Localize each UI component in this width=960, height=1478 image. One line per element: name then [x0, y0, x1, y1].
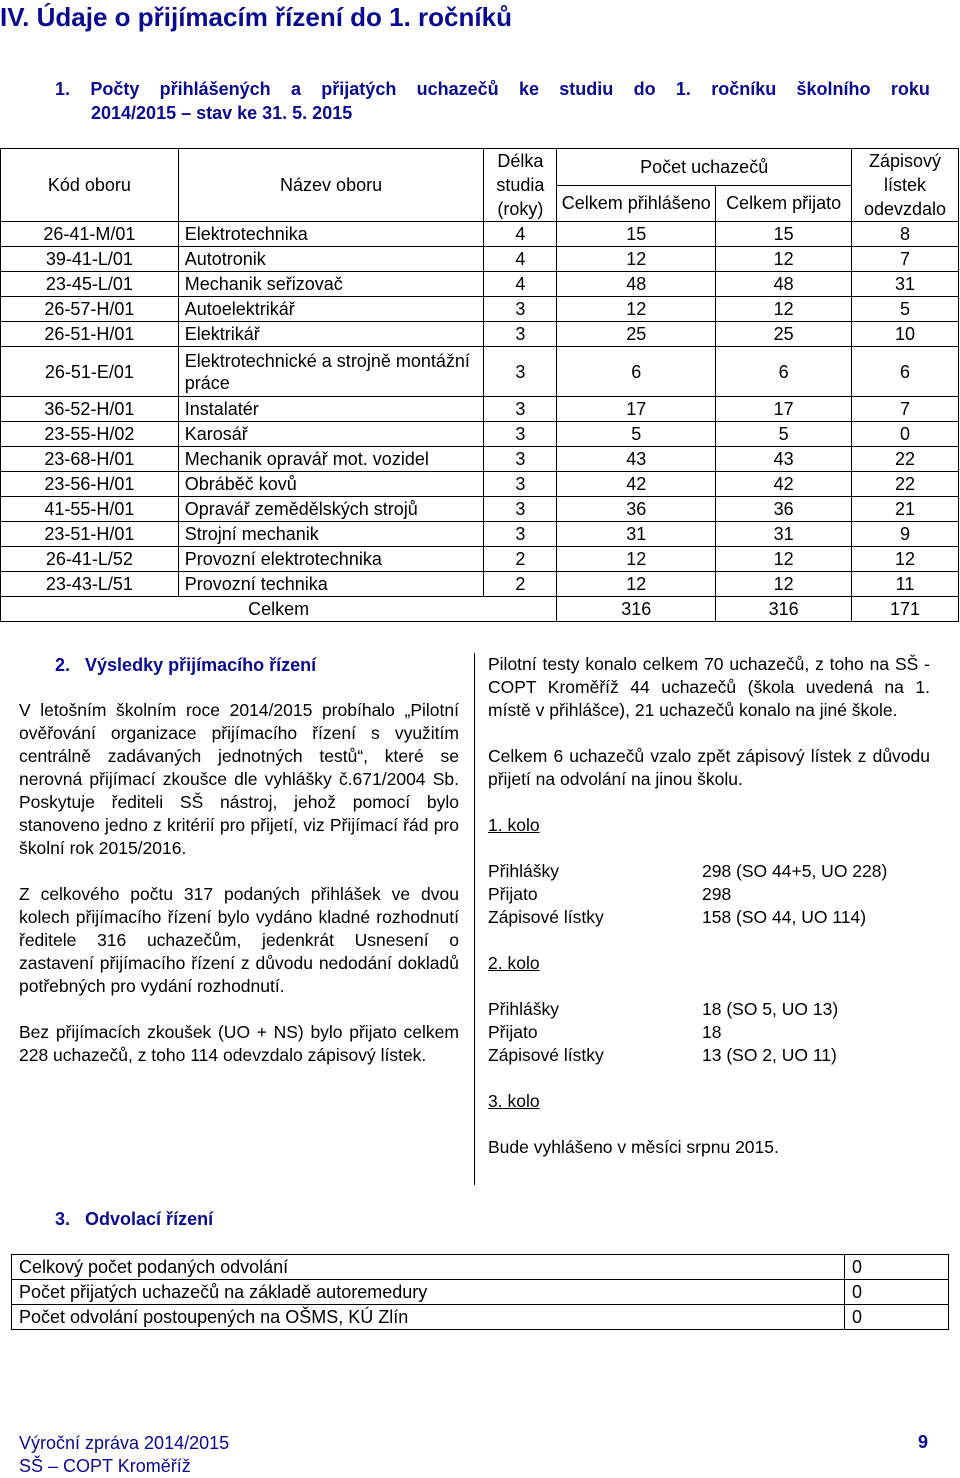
cell-length: 4 — [484, 222, 557, 247]
round-title: 2. kolo — [488, 953, 540, 973]
cell-enrolled: 8 — [852, 222, 959, 247]
cell-registered: 42 — [557, 472, 716, 497]
total-label: Celkem — [1, 597, 557, 622]
cell-enrolled: 5 — [852, 297, 959, 322]
cell-name: Karosář — [178, 422, 484, 447]
round-item — [488, 906, 930, 929]
cell-code: 23-56-H/01 — [1, 472, 179, 497]
round-item — [488, 883, 930, 906]
cell-code: 23-45-L/01 — [1, 272, 179, 297]
footer — [19, 1432, 229, 1478]
title-word: školního — [796, 79, 871, 99]
cell-length: 3 — [484, 322, 557, 347]
header-applicants: Počet uchazečů — [557, 149, 852, 186]
cell-registered: 12 — [557, 547, 716, 572]
cell-enrolled: 10 — [852, 322, 959, 347]
section2-number: 2. — [55, 655, 71, 675]
section3-title: Odvolací řízení — [85, 1209, 214, 1229]
round-item-value: 298 (SO 44+5, UO 228) — [702, 861, 888, 881]
section2-heading — [55, 653, 316, 677]
paragraph: V letošním školním roce 2014/2015 probíhalo „Pilotní ověřování organizace přijímacího řízení s využitím centrálně zadávaných jednotných testů“, které se nerovná přijímací zkoušce dle vyhlášky č.671/2004 Sb. Poskytuje řediteli SŠ nástroj, jehož pomocí bylo stanoveno jedno z kritérií pro přijetí, viz Přijímací řád pro školní rok 2015/2016. — [19, 700, 459, 858]
table-row — [1, 472, 959, 497]
section2-left-column — [19, 699, 459, 1090]
appeals-table — [11, 1254, 949, 1330]
cell-name: Mechanik seřizovač — [178, 272, 484, 297]
cell-registered: 48 — [557, 272, 716, 297]
header-name: Název oboru — [178, 149, 484, 222]
title-word: a — [290, 79, 301, 99]
table-row — [1, 447, 959, 472]
round-item-label: Zápisové lístky — [488, 1045, 604, 1065]
section3-heading — [55, 1207, 213, 1231]
cell-registered: 25 — [557, 322, 716, 347]
cell-registered: 12 — [557, 297, 716, 322]
cell-registered: 12 — [557, 572, 716, 597]
footer-report-title: Výroční zpráva 2014/2015 — [19, 1433, 230, 1453]
table-row — [1, 397, 959, 422]
title-word: do — [633, 79, 656, 99]
cell-code: 26-41-L/52 — [1, 547, 179, 572]
table-row — [1, 272, 959, 297]
cell-length: 4 — [484, 272, 557, 297]
cell-accepted: 31 — [716, 522, 852, 547]
round-item-label: Přijato — [488, 1022, 538, 1042]
round-title: 3. kolo — [488, 1091, 540, 1111]
appeal-label: Počet odvolání postoupených na OŠMS, KÚ Zlín — [12, 1305, 845, 1330]
table-row — [12, 1305, 949, 1330]
cell-registered: 43 — [557, 447, 716, 472]
cell-code: 23-51-H/01 — [1, 522, 179, 547]
title-word: ke — [518, 79, 539, 99]
cell-name: Autotronik — [178, 247, 484, 272]
round-item-label: Přijato — [488, 884, 538, 904]
title-word: ročníku — [711, 79, 777, 99]
cell-enrolled: 31 — [852, 272, 959, 297]
cell-accepted: 6 — [716, 347, 852, 397]
cell-name: Elektrotechnické a strojně montážní práce — [178, 347, 484, 397]
cell-accepted: 12 — [716, 297, 852, 322]
cell-length: 4 — [484, 247, 557, 272]
cell-enrolled: 9 — [852, 522, 959, 547]
table-row — [12, 1255, 949, 1280]
round-title: 1. kolo — [488, 815, 540, 835]
cell-code: 36-52-H/01 — [1, 397, 179, 422]
cell-enrolled: 21 — [852, 497, 959, 522]
cell-code: 23-43-L/51 — [1, 572, 179, 597]
cell-code: 23-68-H/01 — [1, 447, 179, 472]
cell-enrolled: 11 — [852, 572, 959, 597]
cell-length: 3 — [484, 297, 557, 322]
title-word: přihlášených — [159, 79, 271, 99]
round-item-value: 18 — [702, 1022, 722, 1042]
cell-name: Provozní elektrotechnika — [178, 547, 484, 572]
appeal-value: 0 — [845, 1255, 949, 1280]
header-accepted: Celkem přijato — [716, 185, 852, 222]
paragraph: Celkem 6 uchazečů vzalo zpět zápisový lístek z důvodu přijetí na odvolání na jinou školu. — [488, 746, 930, 789]
cell-accepted: 15 — [716, 222, 852, 247]
header-length: Délka studia (roky) — [484, 149, 557, 222]
table-row — [1, 547, 959, 572]
table-row — [1, 422, 959, 447]
cell-name: Provozní technika — [178, 572, 484, 597]
paragraph: Bez přijímacích zkoušek (UO + NS) bylo přijato celkem 228 uchazečů, z toho 114 odevzdalo zápisový lístek. — [19, 1022, 459, 1065]
page-number: 9 — [918, 1432, 929, 1452]
table-row — [12, 1280, 949, 1305]
title-word: Počty — [90, 79, 140, 99]
round-item-value: 13 (SO 2, UO 11) — [702, 1045, 837, 1065]
cell-length: 2 — [484, 547, 557, 572]
round-item — [488, 1044, 930, 1067]
cell-name: Autoelektrikář — [178, 297, 484, 322]
cell-accepted: 43 — [716, 447, 852, 472]
section1-title-line1 — [19, 77, 930, 101]
cell-registered: 36 — [557, 497, 716, 522]
cell-registered: 17 — [557, 397, 716, 422]
cell-code: 26-41-M/01 — [1, 222, 179, 247]
section2-title: Výsledky přijímacího řízení — [85, 655, 317, 675]
cell-code: 39-41-L/01 — [1, 247, 179, 272]
table-row — [1, 247, 959, 272]
cell-length: 3 — [484, 497, 557, 522]
appeal-value: 0 — [845, 1280, 949, 1305]
cell-enrolled: 22 — [852, 447, 959, 472]
section1-number: 1. — [55, 79, 71, 99]
appeal-value: 0 — [845, 1305, 949, 1330]
cell-registered: 31 — [557, 522, 716, 547]
cell-enrolled: 22 — [852, 472, 959, 497]
cell-name: Mechanik opravář mot. vozidel — [178, 447, 484, 472]
cell-accepted: 36 — [716, 497, 852, 522]
round-item — [488, 860, 930, 883]
cell-name: Instalatér — [178, 397, 484, 422]
cell-accepted: 42 — [716, 472, 852, 497]
title-word: uchazečů — [416, 79, 499, 99]
paragraph: Z celkového počtu 317 podaných přihlášek ve dvou kolech přijímacího řízení bylo vydáno kladné rozhodnutí ředitele 316 uchazečům, jedenkrát Usnesení o zastavení přijímacího řízení z důvodu nedodání dokladů potřebných pro vydání rozhodnutí. — [19, 884, 459, 996]
cell-accepted: 12 — [716, 547, 852, 572]
title-word: 1. — [675, 79, 691, 99]
cell-length: 3 — [484, 447, 557, 472]
cell-accepted: 25 — [716, 322, 852, 347]
cell-length: 3 — [484, 522, 557, 547]
table-total-row — [1, 597, 959, 622]
cell-accepted: 12 — [716, 247, 852, 272]
cell-code: 41-55-H/01 — [1, 497, 179, 522]
admissions-table — [0, 148, 959, 622]
total-enrolled: 171 — [852, 597, 959, 622]
round-item-label: Přihlášky — [488, 861, 559, 881]
cell-enrolled: 6 — [852, 347, 959, 397]
cell-length: 3 — [484, 422, 557, 447]
round-item-value: 298 — [702, 884, 732, 904]
header-registered: Celkem přihlášeno — [557, 185, 716, 222]
section1-title-line2: 2014/2015 – stav ke 31. 5. 2015 — [91, 103, 353, 123]
cell-length: 2 — [484, 572, 557, 597]
round-item-label: Přihlášky — [488, 999, 559, 1019]
cell-registered: 12 — [557, 247, 716, 272]
cell-length: 3 — [484, 397, 557, 422]
cell-accepted: 12 — [716, 572, 852, 597]
section2-right-column — [488, 653, 930, 1182]
cell-enrolled: 7 — [852, 397, 959, 422]
section3-number: 3. — [55, 1209, 71, 1229]
cell-length: 3 — [484, 472, 557, 497]
section1-heading — [55, 77, 930, 125]
cell-name: Elektrikář — [178, 322, 484, 347]
title-word: studiu — [559, 79, 614, 99]
paragraph: Pilotní testy konalo celkem 70 uchazečů, z toho na SŠ - COPT Kroměříž 44 uchazečů (škola uvedená na 1. místě v přihlášce), 21 uchazečů konalo na jiné škole. — [488, 654, 930, 720]
round3-note: Bude vyhlášeno v měsíci srpnu 2015. — [488, 1137, 779, 1157]
title-word: roku — [890, 79, 930, 99]
page-title: IV. Údaje o přijímacím řízení do 1. ročníků — [0, 2, 512, 32]
table-row — [1, 322, 959, 347]
round-item-value: 158 (SO 44, UO 114) — [702, 907, 867, 927]
cell-enrolled: 12 — [852, 547, 959, 572]
header-enrollment: Zápisový lístek odevzdalo — [852, 149, 959, 222]
appeal-label: Počet přijatých uchazečů na základě autoremedury — [12, 1280, 845, 1305]
table-row — [1, 497, 959, 522]
footer-school-name: SŠ – COPT Kroměříž — [19, 1456, 191, 1476]
cell-name: Elektrotechnika — [178, 222, 484, 247]
round-item-label: Zápisové lístky — [488, 907, 604, 927]
table-row — [1, 222, 959, 247]
cell-accepted: 17 — [716, 397, 852, 422]
cell-registered: 6 — [557, 347, 716, 397]
table-row — [1, 297, 959, 322]
cell-registered: 5 — [557, 422, 716, 447]
total-accepted: 316 — [716, 597, 852, 622]
cell-name: Opravář zemědělských strojů — [178, 497, 484, 522]
round-item-value: 18 (SO 5, UO 13) — [702, 999, 839, 1019]
cell-enrolled: 7 — [852, 247, 959, 272]
cell-name: Strojní mechanik — [178, 522, 484, 547]
cell-code: 26-51-H/01 — [1, 322, 179, 347]
cell-accepted: 5 — [716, 422, 852, 447]
cell-code: 26-57-H/01 — [1, 297, 179, 322]
table-row — [1, 522, 959, 547]
cell-code: 23-55-H/02 — [1, 422, 179, 447]
cell-code: 26-51-E/01 — [1, 347, 179, 397]
table-body — [1, 222, 959, 622]
cell-registered: 15 — [557, 222, 716, 247]
header-code: Kód oboru — [1, 149, 179, 222]
column-divider — [474, 653, 475, 1185]
cell-length: 3 — [484, 347, 557, 397]
round-item — [488, 1021, 930, 1044]
cell-name: Obráběč kovů — [178, 472, 484, 497]
title-word: přijatých — [321, 79, 397, 99]
total-registered: 316 — [557, 597, 716, 622]
cell-accepted: 48 — [716, 272, 852, 297]
round-item — [488, 998, 930, 1021]
table-row — [1, 572, 959, 597]
table-row — [1, 347, 959, 397]
cell-enrolled: 0 — [852, 422, 959, 447]
appeal-label: Celkový počet podaných odvolání — [12, 1255, 845, 1280]
